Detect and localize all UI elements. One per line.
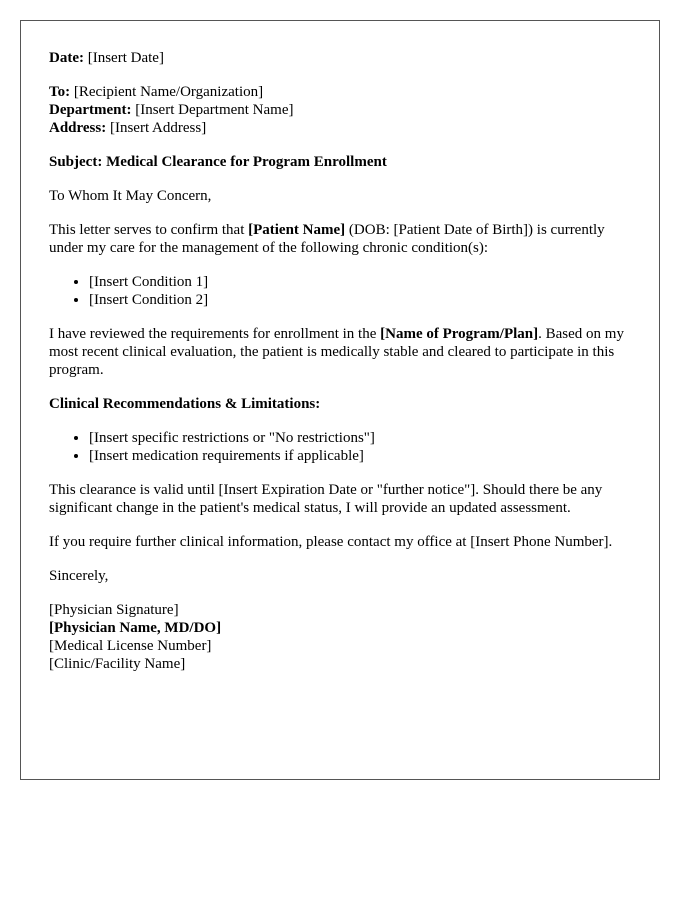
recommendations-list bbox=[49, 429, 631, 465]
license-number: [Medical License Number] bbox=[49, 638, 212, 654]
list-item: • [Insert Condition 2] bbox=[89, 291, 631, 309]
to-value: [Recipient Name/Organization] bbox=[73, 84, 264, 100]
review-part1: I have reviewed the requirements for enrollment in the bbox=[49, 326, 381, 342]
validity-paragraph: This clearance is valid until [Insert Expiration Date or "further notice"]. Should there be any significant change in the patient's medical status, I will provide an updated assessment. bbox=[49, 482, 603, 516]
patient-name: [Patient Name] bbox=[248, 222, 346, 238]
department-value: [Insert Department Name] bbox=[135, 102, 294, 118]
intro-paragraph bbox=[49, 221, 631, 257]
salutation: To Whom It May Concern, bbox=[49, 188, 212, 204]
review-part2: . Based on my most recent clinical evaluation, the patient is medically stable and cleared to participate in this program. bbox=[49, 326, 624, 378]
to-label: To: bbox=[49, 84, 71, 100]
signature-line: [Physician Signature] bbox=[49, 602, 179, 618]
address-value: [Insert Address] bbox=[109, 120, 207, 136]
department-line bbox=[49, 101, 631, 119]
physician-name: [Physician Name, MD/DO] bbox=[49, 620, 222, 636]
review-paragraph bbox=[49, 325, 631, 379]
to-line bbox=[49, 83, 631, 101]
recipient-block bbox=[49, 83, 631, 137]
facility-name: [Clinic/Facility Name] bbox=[49, 656, 186, 672]
date-label: Date: bbox=[49, 50, 84, 66]
intro-part2: (DOB: [Patient Date of Birth]) is currently under my care for the management of the following chronic condition(s): bbox=[49, 222, 605, 256]
conditions-list bbox=[49, 273, 631, 309]
address-label: Address: bbox=[49, 120, 107, 136]
date-value: [Insert Date] bbox=[87, 50, 164, 66]
program-name: [Name of Program/Plan] bbox=[380, 326, 539, 342]
list-item: • [Insert specific restrictions or "No restrictions"] bbox=[89, 429, 631, 447]
recommendations-heading bbox=[49, 395, 631, 413]
closing: Sincerely, bbox=[49, 568, 109, 584]
signature-block bbox=[49, 601, 631, 673]
address-line bbox=[49, 119, 631, 137]
contact-paragraph: If you require further clinical information, please contact my office at [Insert Phone Number]. bbox=[49, 534, 613, 550]
intro-part1: This letter serves to confirm that bbox=[49, 222, 249, 238]
list-item: • [Insert Condition 1] bbox=[89, 273, 631, 291]
department-label: Department: bbox=[49, 102, 132, 118]
subject-text: Subject: Medical Clearance for Program Enrollment bbox=[49, 154, 387, 170]
recommendations-heading-text: Clinical Recommendations & Limitations: bbox=[49, 396, 321, 412]
subject-line bbox=[49, 153, 631, 171]
list-item: • [Insert medication requirements if applicable] bbox=[89, 447, 631, 465]
letter-document bbox=[20, 20, 660, 780]
date-line bbox=[49, 49, 631, 67]
